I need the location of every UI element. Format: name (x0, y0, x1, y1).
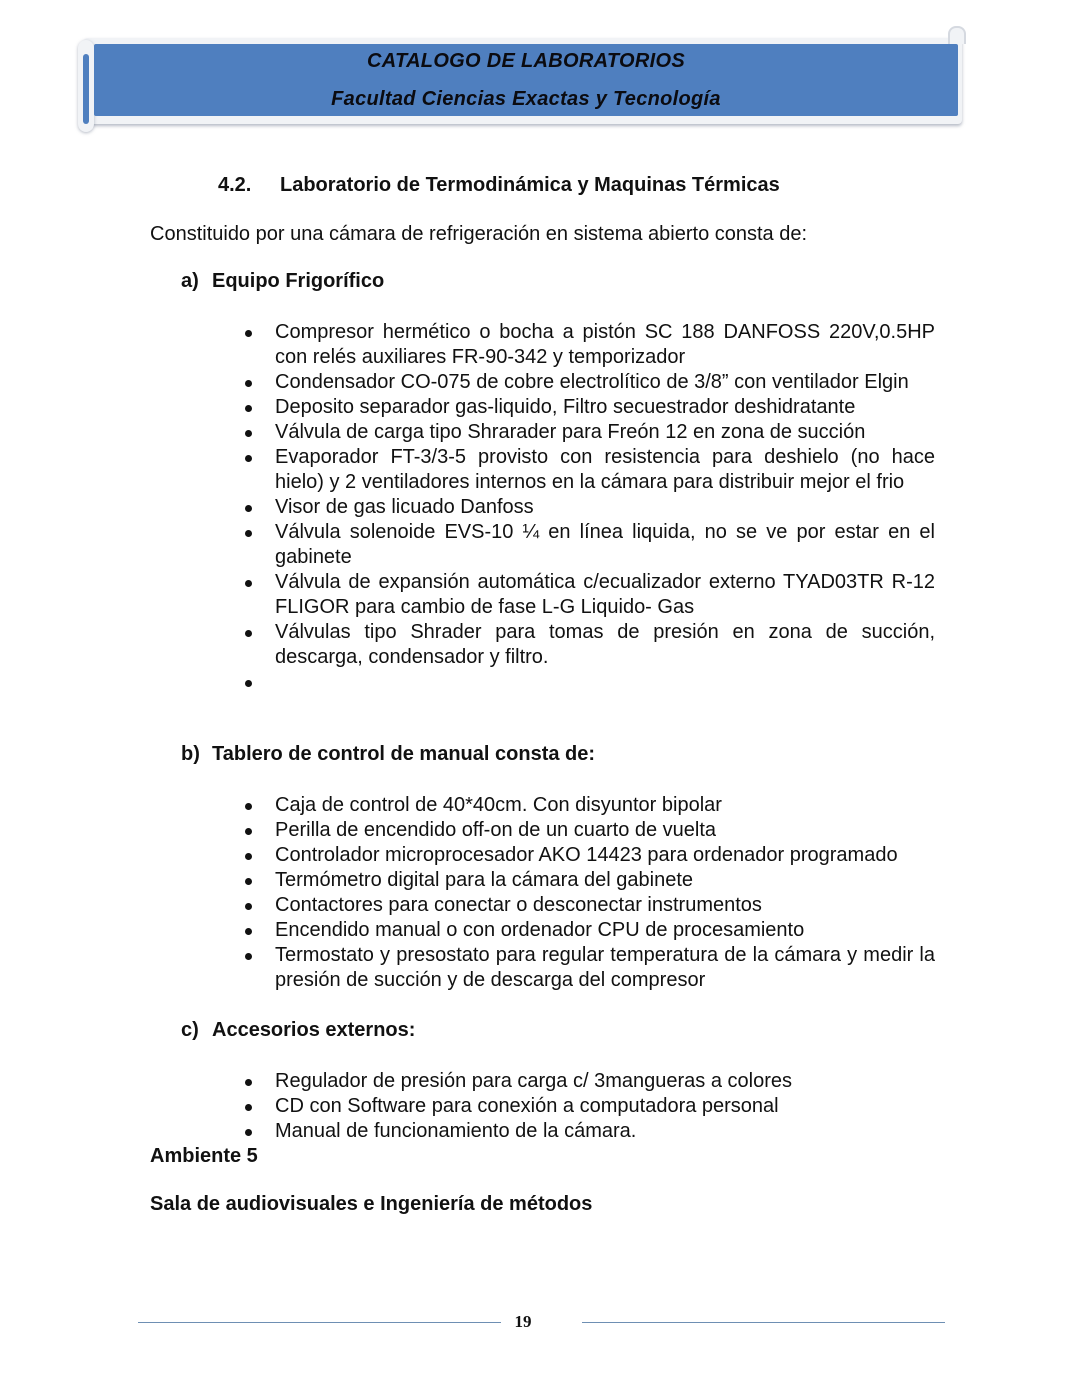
subsection-heading-b (181, 743, 595, 766)
bullet-icon (245, 1104, 252, 1111)
list-item: Válvula solenoide EVS-10 ¼ en línea liquida, no se ve por estar en el gabinete (0, 520, 935, 570)
subsection-title: Accesorios externos: (212, 1019, 416, 1041)
bullet-icon (245, 405, 252, 412)
list-item-empty (0, 670, 935, 695)
bullet-icon (245, 853, 252, 860)
bullet-icon (245, 878, 252, 885)
bullet-icon (245, 903, 252, 910)
subsection-title: Tablero de control de manual consta de: (212, 743, 596, 765)
subsection-letter: b) (181, 743, 200, 765)
bullet-icon (245, 630, 252, 637)
subsection-heading-a (181, 270, 384, 293)
bullet-icon (245, 380, 252, 387)
bullet-icon (245, 580, 252, 587)
list-item: Válvula de carga tipo Shrarader para Freón 12 en zona de succión (0, 420, 935, 445)
section-title: Laboratorio de Termodinámica y Maquinas Térmicas (280, 174, 780, 196)
subsection-letter: a) (181, 270, 199, 292)
list-item: Manual de funcionamiento de la cámara. (0, 1119, 935, 1144)
list-item: Encendido manual o con ordenador CPU de procesamiento (0, 918, 935, 943)
ambiente-heading: Ambiente 5 (150, 1145, 258, 1167)
bullet-icon (245, 928, 252, 935)
catalog-title: CATALOGO DE LABORATORIOS (367, 50, 685, 72)
list-item: Termómetro digital para la cámara del gabinete (0, 868, 935, 893)
list-item: Válvulas tipo Shrader para tomas de presión en zona de succión, descarga, condensador y filtro. (0, 620, 935, 670)
bullet-icon (245, 953, 252, 960)
list-item: Condensador CO-075 de cobre electrolítico de 3/8” con ventilador Elgin (0, 370, 935, 395)
list-item: Deposito separador gas-liquido, Filtro secuestrador deshidratante (0, 395, 935, 420)
banner-scroll-left-roll (78, 40, 94, 132)
list-item: Contactores para conectar o desconectar instrumentos (0, 893, 935, 918)
bullet-icon (245, 505, 252, 512)
faculty-subtitle: Facultad Ciencias Exactas y Tecnología (331, 88, 721, 110)
subsection-title: Equipo Frigorífico (212, 270, 385, 292)
list-item: Compresor hermético o bocha a pistón SC 188 DANFOSS 220V,0.5HP con relés auxiliares FR-90-342 y temporizador (0, 320, 935, 370)
footer-rule-right (582, 1322, 945, 1323)
control-panel-list (0, 793, 935, 993)
bullet-icon (245, 1129, 252, 1136)
section-number: 4.2. (218, 174, 252, 196)
bullet-icon (245, 330, 252, 337)
list-item: Controlador microprocesador AKO 14423 para ordenador programado (0, 843, 935, 868)
list-item: Evaporador FT-3/3-5 provisto con resistencia para deshielo (no hace hielo) y 2 ventiladores internos en la cámara para distribuir mejor el frio (0, 445, 935, 495)
banner-scroll-right-curl (948, 26, 966, 44)
section-intro: Constituido por una cámara de refrigeración en sistema abierto consta de: (150, 223, 808, 245)
equipment-list (0, 320, 935, 695)
list-item: Regulador de presión para carga c/ 3mangueras a colores (0, 1069, 935, 1094)
bullet-icon (245, 455, 252, 462)
header-banner (78, 30, 966, 132)
subsection-letter: c) (181, 1019, 199, 1041)
bullet-icon (245, 430, 252, 437)
subsection-heading-c (181, 1019, 415, 1042)
footer-rule-left (138, 1322, 501, 1323)
external-accessories-list (0, 1069, 935, 1144)
list-item: CD con Software para conexión a computadora personal (0, 1094, 935, 1119)
list-item: Visor de gas licuado Danfoss (0, 495, 935, 520)
bullet-icon (245, 828, 252, 835)
list-item: Válvula de expansión automática c/ecualizador externo TYAD03TR R-12 FLIGOR para cambio de fase L-G Liquido- Gas (0, 570, 935, 620)
list-item: Perilla de encendido off-on de un cuarto de vuelta (0, 818, 935, 843)
list-item: Termostato y presostato para regular temperatura de la cámara y medir la presión de succión y de descarga del compresor (0, 943, 935, 993)
list-item: Caja de control de 40*40cm. Con disyuntor bipolar (0, 793, 935, 818)
bullet-icon (245, 680, 252, 687)
bullet-icon (245, 1079, 252, 1086)
page-number: 19 (514, 1312, 532, 1331)
bullet-icon (245, 530, 252, 537)
sala-heading: Sala de audiovisuales e Ingeniería de métodos (150, 1193, 593, 1215)
bullet-icon (245, 803, 252, 810)
